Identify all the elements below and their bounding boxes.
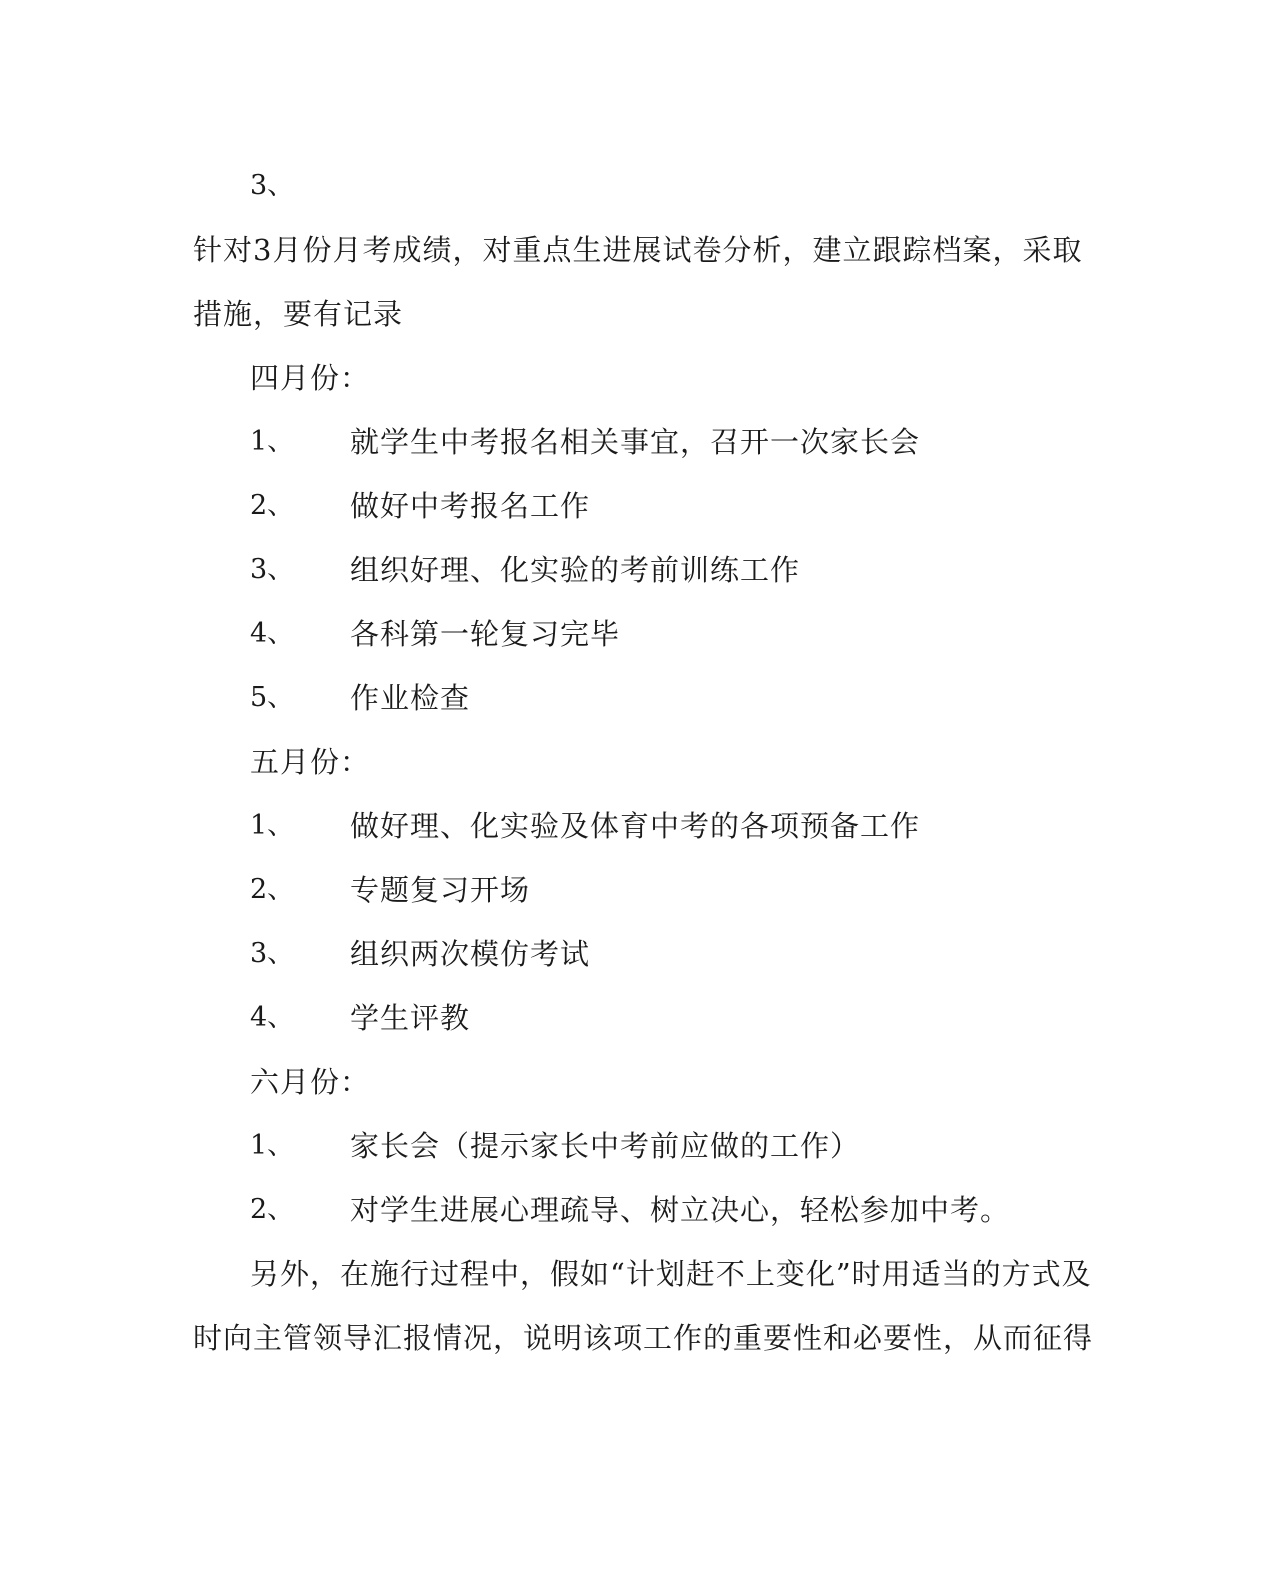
list-item-text: 组织两次模仿考试 <box>350 937 591 971</box>
list-item-number: 4、 <box>250 618 295 649</box>
list-item-text: 作业检查 <box>350 681 471 715</box>
list-item-number: 1、 <box>250 426 295 457</box>
list-item-text: 对学生进展心理疏导、树立决心，轻松参加中考。 <box>350 1193 1011 1227</box>
list-item-number: 2、 <box>250 490 295 521</box>
list-item-number: 4、 <box>250 1002 295 1033</box>
list-item-number: 5、 <box>250 682 295 713</box>
list-item-text: 做好中考报名工作 <box>350 489 591 523</box>
list-item-text: 做好理、化实验及体育中考的各项预备工作 <box>350 809 921 843</box>
list-item-text: 家长会（提示家长中考前应做的工作） <box>350 1129 861 1163</box>
paragraph-line: 另外，在施行过程中，假如“计划赶不上变化”时用适当的方式及 <box>250 1257 1092 1291</box>
list-item-text: 各科第一轮复习完毕 <box>350 617 621 651</box>
item-number: 3、 <box>250 170 295 201</box>
list-item-text: 学生评教 <box>350 1001 471 1035</box>
list-item-number: 2、 <box>250 874 295 905</box>
list-item-number: 1、 <box>250 1130 295 1161</box>
section-heading-may: 五月份： <box>250 745 371 779</box>
list-item-text: 专题复习开场 <box>350 873 531 907</box>
list-item-number: 1、 <box>250 810 295 841</box>
list-item-number: 2、 <box>250 1194 295 1225</box>
section-heading-june: 六月份： <box>250 1065 371 1099</box>
list-item-number: 3、 <box>250 938 295 969</box>
section-heading-april: 四月份： <box>250 361 371 395</box>
paragraph-line: 时向主管领导汇报情况，说明该项工作的重要性和必要性，从而征得 <box>193 1321 1094 1355</box>
paragraph-line: 措施，要有记录 <box>193 297 404 331</box>
list-item-text: 组织好理、化实验的考前训练工作 <box>350 553 801 587</box>
list-item-text: 就学生中考报名相关事宜，召开一次家长会 <box>350 425 921 459</box>
list-item-number: 3、 <box>250 554 295 585</box>
paragraph-line: 针对3月份月考成绩，对重点生进展试卷分析，建立跟踪档案，采取 <box>193 233 1083 267</box>
